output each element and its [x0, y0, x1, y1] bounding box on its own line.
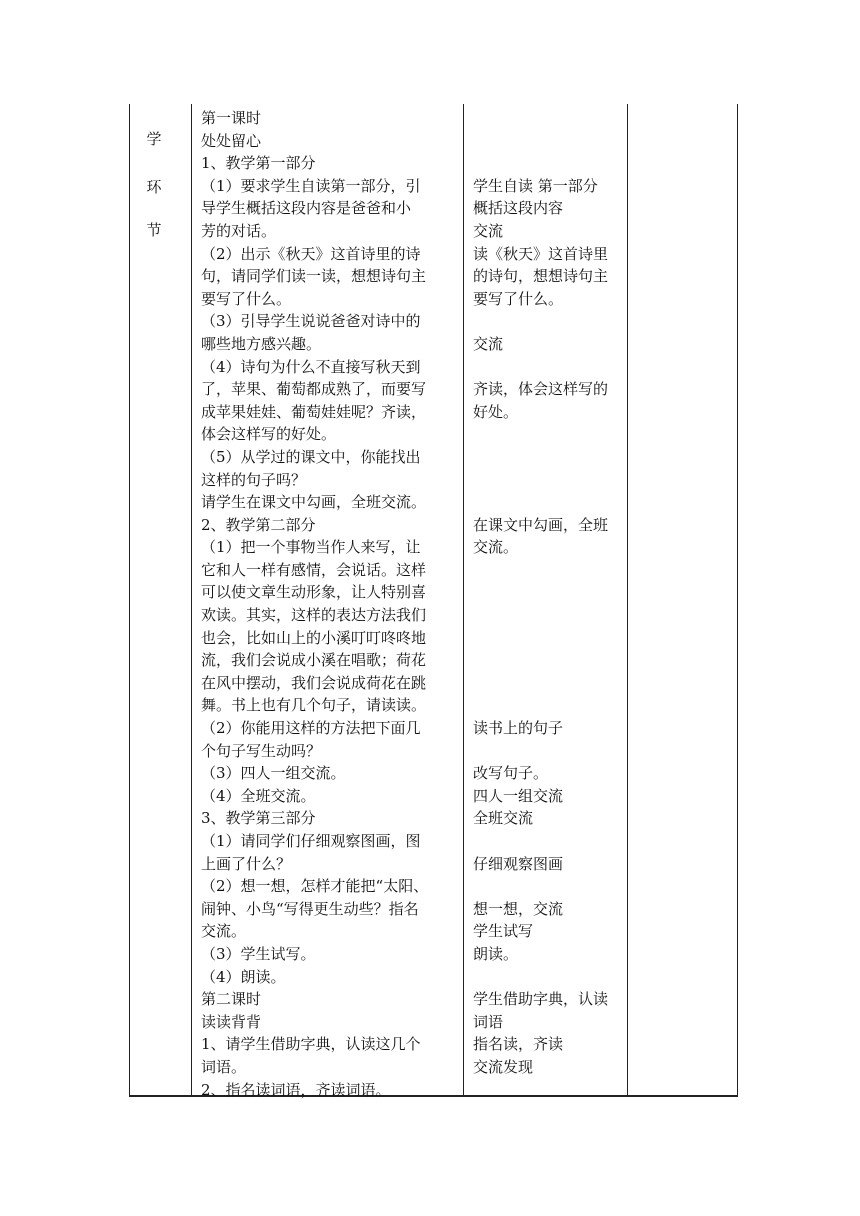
teacher-text-line: 处处留心 [201, 131, 262, 150]
teacher-text-line: （2）想一想，怎样才能把“太阳、 [201, 877, 429, 896]
teacher-text-line: 也会，比如山上的小溪叮叮咚咚地 [201, 628, 427, 647]
student-text-line [473, 446, 633, 469]
student-text-line [473, 469, 633, 492]
student-text-line: 学生试写 [473, 922, 534, 941]
teacher-text-line: 它和人一样有感情，会说话。这样 [201, 560, 427, 579]
student-text-line [473, 423, 633, 446]
teacher-text-line: 1、教学第一部分 [201, 154, 316, 173]
student-text-line: 学生自读 第一部分 [473, 176, 598, 195]
teacher-text-line: 3、教学第三部分 [201, 809, 316, 828]
teacher-text-line: （3）学生试写。 [201, 944, 316, 963]
teacher-text-line: 第二课时 [201, 990, 262, 1009]
teacher-text-line: （1）请同学们仔细观察图画，图 [201, 832, 421, 850]
student-text-line [473, 627, 633, 650]
teacher-text-line: （1）把一个事物当作人来写，让 [201, 538, 421, 557]
teacher-text-line: 这样的句子吗？ [201, 470, 307, 489]
student-text-line: 读《秋天》这首诗里 [473, 244, 609, 263]
teacher-text-line: 读读背背 [201, 1012, 262, 1031]
section-label-char: 环 [146, 178, 162, 196]
teacher-text-line: 可以使文章生动形象，让人特别喜 [201, 583, 427, 602]
teacher-text-line: 流，我们会说成小溪在唱歌；荷花 [201, 651, 427, 670]
teacher-text-line: （4）诗句为什么不直接写秋天到 [201, 357, 421, 376]
teacher-text-line: （4）朗读。 [201, 967, 286, 986]
teacher-text-line: （5）从学过的课文中，你能找出 [201, 447, 421, 466]
student-text-line: 指名读，齐读 [473, 1035, 564, 1054]
student-text-line [473, 830, 633, 853]
teacher-text-line: 上画了什么？ [201, 854, 292, 873]
student-text-line: 交流发现 [473, 1057, 534, 1076]
teacher-text-line: 欢读。其实，这样的表达方法我们 [201, 606, 427, 625]
student-text-line: 读书上的句子 [473, 719, 564, 738]
student-text-line [473, 649, 633, 672]
teacher-text-line: 在风中摆动，我们会说成荷花在跳 [201, 673, 427, 692]
student-text-line: 好处。 [473, 402, 519, 421]
student-text-line: 概括这段内容 [473, 199, 564, 218]
student-text-line [473, 107, 633, 130]
student-text-line [473, 310, 633, 333]
teacher-text-line: （3）四人一组交流。 [201, 764, 346, 783]
column-divider-2 [463, 104, 464, 1097]
teacher-text-line: （4）全班交流。 [201, 786, 316, 805]
student-text-line [473, 966, 633, 989]
teacher-text-line: 闹钟、小鸟“写得更生动些？指名 [201, 899, 419, 918]
student-text-line [473, 740, 633, 763]
teacher-text-line: 哪些地方感兴趣。 [201, 334, 322, 353]
student-text-line [473, 875, 633, 898]
teacher-text-line: （3）引导学生说说爸爸对诗中的 [201, 312, 421, 331]
teacher-text-line: 2、教学第二部分 [201, 515, 316, 534]
teacher-text-line: 句，请同学们读一读，想想诗句主 [201, 267, 427, 286]
student-text-line: 齐读，体会这样写的 [473, 380, 609, 399]
teacher-text-line: 请学生在课文中勾画，全班交流。 [201, 493, 427, 512]
student-text-line: 交流 [473, 221, 504, 240]
teacher-text-line: 导学生概括这段内容是爸爸和小 [201, 199, 412, 218]
teacher-text-line: 个句子写生动吗？ [201, 741, 322, 760]
student-text-line [473, 356, 633, 379]
student-text-line: 词语 [473, 1012, 504, 1031]
table-border-right [737, 104, 738, 1097]
student-text-line [473, 694, 633, 717]
teacher-text-line: 2、指名读词语，齐读词语。 [201, 1080, 391, 1099]
teacher-text-line: （2）你能用这样的方法把下面几 [201, 719, 421, 738]
teacher-text-line: 交流。 [201, 922, 247, 941]
section-label-char: 节 [146, 221, 162, 239]
teacher-text-line: 成苹果娃娃、葡萄娃娃呢？齐读， [201, 402, 427, 421]
student-text-line [473, 581, 633, 604]
student-text-line: 仔细观察图画 [473, 854, 564, 873]
lesson-plan-table [129, 104, 738, 1097]
student-text-line: 想一想，交流 [473, 899, 564, 918]
student-text-line: 交流。 [473, 538, 519, 557]
student-text-line [473, 559, 633, 582]
student-text-line [473, 130, 633, 153]
student-text-line: 改写句子。 [473, 764, 549, 783]
student-text-line: 要写了什么。 [473, 289, 564, 308]
teacher-text-line: 要写了什么。 [201, 289, 292, 308]
teacher-text-line: 体会这样写的好处。 [201, 425, 337, 444]
teacher-activity-column [201, 107, 463, 1101]
student-text-line: 学生借助字典，认读 [473, 990, 609, 1009]
student-activity-column [473, 107, 633, 1079]
teacher-text-line: 第一课时 [201, 109, 262, 127]
teacher-text-line: （1）要求学生自读第一部分，引 [201, 176, 421, 195]
student-text-line [473, 672, 633, 695]
section-label-char: 学 [146, 130, 162, 148]
teacher-text-line: （2）出示《秋天》这首诗里的诗 [201, 244, 421, 263]
student-text-line [473, 152, 633, 175]
student-text-line [473, 491, 633, 514]
student-text-line: 全班交流 [473, 809, 534, 828]
teacher-text-line: 词语。 [201, 1057, 247, 1076]
teacher-text-line: 1、请学生借助字典，认读这几个 [201, 1035, 421, 1054]
column-divider-1 [191, 104, 192, 1097]
table-border-left [129, 104, 130, 1097]
teacher-text-line: 舞。书上也有几个句子，请读读。 [201, 696, 427, 715]
student-text-line: 四人一组交流 [473, 786, 564, 805]
student-text-line: 的诗句，想想诗句主 [473, 267, 609, 286]
teacher-text-line: 芳的对话。 [201, 221, 277, 240]
teacher-text-line: 了，苹果、葡萄都成熟了，而要写 [201, 380, 427, 399]
student-text-line: 在课文中勾画，全班 [473, 515, 609, 534]
student-text-line: 朗读。 [473, 944, 519, 963]
student-text-line [473, 604, 633, 627]
student-text-line: 交流 [473, 334, 504, 353]
